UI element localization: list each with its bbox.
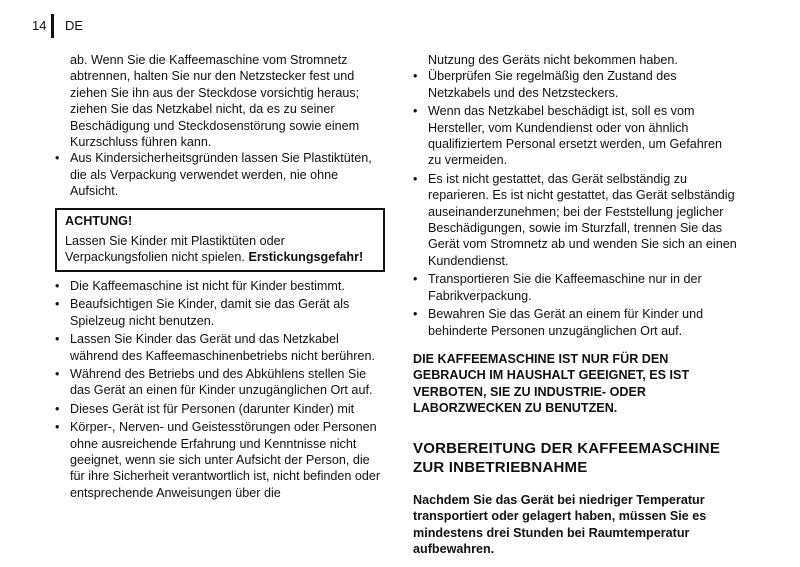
list-item-text: Beaufsichtigen Sie Kinder, damit sie das Gerät als Spielzeug nicht benutzen. [70, 297, 350, 328]
list-item-text: Wenn das Netzkabel beschädigt ist, soll es vom Hersteller, vom Kundendienst oder von ähnlich qualifiziertem Personal ersetzt werden, um Gefahren zu vermeiden. [428, 104, 722, 168]
warning-box [55, 208, 385, 272]
bullet-icon: • [55, 401, 60, 416]
right-column [413, 52, 738, 558]
list-item-text: Körper-, Nerven- und Geistesstörungen oder Personen ohne ausreichende Erfahrung und Kenntnisse nicht geeignet, wenn sie sich unter Aufsicht der Person, die für ihre Sicherheit verantwortlich ist, nicht befinden oder entsprechende Anweisungen über die [70, 420, 381, 500]
list-item-text: Aus Kindersicherheitsgründen lassen Sie Plastiktüten, die als Verpackung verwendet werden, nie ohne Aufsicht. [70, 151, 372, 199]
bullet-list [413, 68, 738, 339]
bullet-icon: • [55, 332, 60, 347]
bullet-icon: • [55, 420, 60, 435]
bullet-icon: • [413, 69, 418, 84]
language-label: DE [65, 18, 84, 33]
list-item [413, 271, 738, 304]
section-heading: VORBEREITUNG DER KAFFEEMASCHINE ZUR INBETRIEBNAHME [413, 439, 721, 477]
section-body: Nachdem Sie das Gerät bei niedriger Temperatur transportiert oder gelagert haben, müssen Sie es mindestens drei Stunden bei Raumtemperatur aufbewahren. [413, 492, 707, 557]
list-item-text: Es ist nicht gestattet, das Gerät selbständig zu reparieren. Es ist nicht gestattet, das Gerät selbständig auseinanderzunehmen; bei der Feststellung jeglicher Beschädigungen, sowie im Sturzfall, trennen Sie das Gerät vom Stromnetz ab und wenden Sie sich an einen Kundendienst. [428, 171, 737, 268]
list-item [55, 278, 385, 294]
list-item [55, 366, 385, 399]
list-item [55, 401, 385, 417]
continuation-text: Nutzung des Geräts nicht bekommen haben. [428, 53, 678, 67]
list-item-text: Überprüfen Sie regelmäßig den Zustand des Netzkabels und des Netzsteckers. [428, 69, 677, 100]
warning-text [65, 233, 375, 266]
warning-emphasis: Erstickungsgefahr! [248, 250, 364, 265]
list-item-text: Transportieren Sie die Kaffeemaschine nur in der Fabrikverpackung. [428, 272, 702, 303]
list-item [55, 331, 385, 364]
list-item [413, 171, 738, 269]
bullet-icon: • [55, 278, 60, 293]
household-use-notice: DIE KAFFEEMASCHINE IST NUR FÜR DEN GEBRAUCH IM HAUSHALT GEEIGNET, ES IST VERBOTEN, SIE ZU INDUSTRIE- ODER LABORZWECKEN ZU BENUTZEN. [413, 351, 690, 416]
page-number: 14 [32, 18, 47, 33]
list-item-text: Während des Betriebs und des Abkühlens stellen Sie das Gerät an einen für Kinder unzugänglichen Ort auf. [70, 366, 373, 398]
list-item [55, 150, 385, 199]
bullet-icon: • [413, 104, 418, 119]
list-item [413, 68, 738, 101]
bullet-icon: • [413, 171, 418, 186]
warning-body: Lassen Sie Kinder mit Plastiktüten oder Verpackungsfolien nicht spielen. [65, 234, 285, 265]
list-item [413, 306, 738, 339]
bullet-list [55, 150, 385, 199]
left-column [55, 52, 385, 503]
list-item-text: Lassen Sie Kinder das Gerät und das Netzkabel während des Kaffeemaschinenbetriebs nicht berühren. [70, 332, 376, 363]
warning-title: ACHTUNG! [65, 213, 133, 228]
continuation-text: ab. Wenn Sie die Kaffeemaschine vom Stromnetz abtrennen, halten Sie nur den Netzstecker fest und ziehen Sie ihn aus der Steckdose vorsichtig heraus; ziehen Sie das Netzkabel nicht, da es zu seiner Beschädigung und Steckdosenstörung sowie einem Kurzschluss führen kann. [70, 53, 360, 150]
list-item-text: Dieses Gerät ist für Personen (darunter Kinder) mit [70, 401, 355, 416]
bullet-icon: • [55, 297, 60, 312]
bullet-icon: • [55, 366, 60, 381]
bullet-icon: • [413, 307, 418, 322]
list-item-text: Bewahren Sie das Gerät an einem für Kinder und behinderte Personen unzugänglichen Ort auf. [428, 307, 704, 338]
header-divider [51, 14, 54, 38]
bullet-icon: • [55, 151, 60, 166]
list-item-text: Die Kaffeemaschine ist nicht für Kinder bestimmt. [70, 278, 345, 293]
list-item [55, 419, 385, 501]
list-item [413, 103, 738, 169]
list-item [55, 296, 385, 329]
bullet-list [55, 278, 385, 501]
bullet-icon: • [413, 272, 418, 287]
